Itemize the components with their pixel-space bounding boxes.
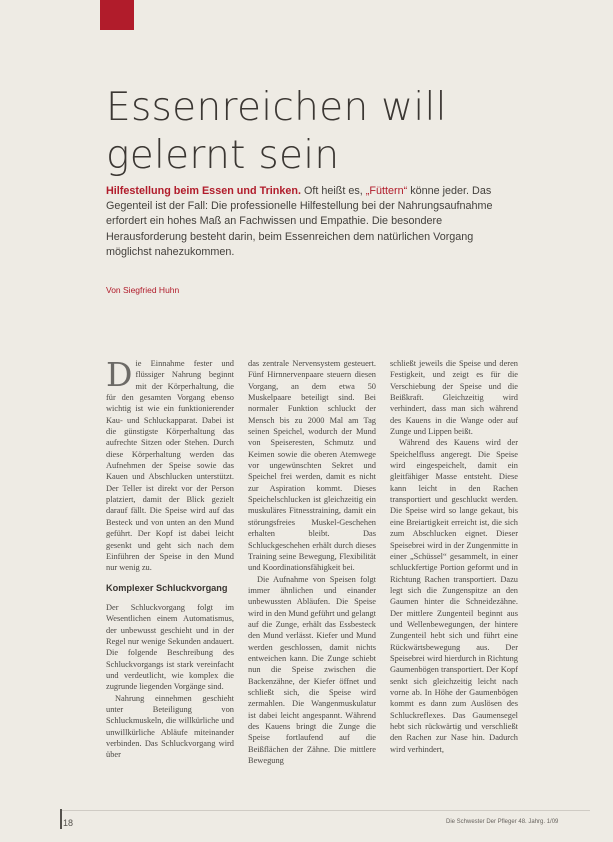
body-columns — [106, 358, 518, 798]
paragraph: das zentrale Nervensystem gesteuert. Fünf Hirnnervenpaare steuern diesen Vorgang, an dem etwa 50 Muskelpaare beteiligt sind. Bei normaler Funktion schluckt der Mensch bis zu 2000 Mal am Tag seinen Speichel, wodurch der Mund von Speiseresten, Schmutz und Keimen sowie die oberen Atemwege vor ungewünschten Sekret und Speichel frei werden, damit es nicht zur Aspiration kommt. Dieses Speichelschlucken ist gleichzeitig ein muskuläres Fitnesstraining, damit ein störungsfreies Muskel-Geschehen erhalten bleibt. Das Schluckgeschehen erhält durch dieses Training seine Bewegung, Flexibilität und Koordinationsfähigkeit bei. — [248, 359, 376, 573]
column-3 — [390, 358, 518, 798]
footer-divider — [60, 810, 590, 811]
article-lead — [106, 184, 516, 260]
paragraph: Während des Kauens wird der Speichelfluss angeregt. Die Speise wird eingespeichelt, damit ein gleitfähiger Masse entsteht. Diese kann leicht in den Rachen transportiert und geschluckt werden. Die Speise wird so lange gekaut, bis eine Breiartigkeit erreicht ist, die sich zum Abschlucken eignet. Dieser Speisebrei wird in der Zungenmitte in einer „Schüssel“ gesammelt, in einer schluckfertige Portion geformt und in Richtung Rachen transportiert. Dazu legt sich die Zungenspitze an den Gaumen hinter die Schneidezähne. Der mittlere Zungenteil beginnt aus und Wellenbewegungen, der hintere Zungenteil hebt sich und führt eine Rückwärtsbewegung aus. Der Speisebrei wird hierdurch in Richtung Gaumenbögen transportiert. Der Kopf senkt sich gleichzeitig leicht nach vorne ab. In Höhe der Gaumenbögen kommt es dann zum Auslösen des Schluckreflexes. Das Gaumensegel hebt sich rückwärtig und verschließt den Rachen zur Nase hin. Dadurch wird verhindert, — [390, 438, 518, 754]
page-number-marker — [60, 809, 62, 829]
section-subheading: Komplexer Schluckvorgang — [106, 582, 228, 593]
article-title: Essenreichen will gelernt sein — [106, 85, 447, 178]
byline: Von Siegfried Huhn — [106, 285, 180, 295]
lead-text-1: Oft heißt es, — [300, 185, 366, 197]
lead-highlight: Hilfestellung beim Essen und Trinken. — [106, 185, 301, 197]
paragraph: Die Aufnahme von Speisen folgt immer ähnlichen und einander unbewussten Abläufen. Die Speise wird in den Mund geführt und gelangt auf die Zunge, erhält das Essbesteck den Mund verlässt. Kiefer und Mund werden geschlossen, damit nichts entweichen kann. Die Zunge schiebt nun die Speise zwischen die Backenzähne, der Kiefer öffnet und schließt sich, die Speise wird zermahlen. Die Wangenmuskulatur ist dabei leicht angespannt. Während des Kauens bringt die Zunge die Speise fortlaufend auf die Beißflächen der Zähne. Die mittlere Bewegung — [248, 574, 376, 766]
paragraph: Der Schluckvorgang folgt im Wesentlichen einem Automatismus, der unbewusst geschieht und in der Regel nur wenige Sekunden andauert. Die folgende Beschreibung des Schluckvorgangs ist stark vereinfacht und verdeutlicht, wie komplex die zugrunde liegenden Vorgänge sind. — [106, 602, 234, 692]
lead-quote: „Füttern“ — [365, 185, 408, 197]
column-1 — [106, 358, 234, 798]
drop-cap: D — [106, 358, 133, 394]
page-number: 18 — [63, 818, 74, 828]
lead-text-2: könne jeder. Das Gegenteil ist der Fall: Die professionelle Hilfestellung bei der Nahrungsaufnahme erfordert ein hohes Maß an Fachwissen und Empathie. Die besondere Herausforderung besteht darin, beim Essenreichen dem natürlichen Vorgang möglichst nahezukommen. — [106, 185, 493, 258]
paragraph: schließt jeweils die Speise und deren Festigkeit, und zeigt es für die Verschiebung der Speise und die Beißkraft. Gleichzeitig wird verhindert, dass man sich während des Kauens in die Wange oder auf Zunge und Lippen beißt. — [390, 359, 518, 437]
paragraph-text: ie Einnahme fester und flüssiger Nahrung beginnt mit der Körperhaltung, die für den gesamten Vorgang ebenso wichtig ist wie ein funktionierender Kau- und Schluckapparat. Dabei ist die günstigste Körperhaltung das aufrechte Sitzen oder Stehen. Durch diese Körperhaltung werden das Aufnehmen der Speise sowie das Kauen und Abschlucken unterstützt. Der Teller ist direkt vor der Person platziert, damit der Blick gezielt darauf fällt. Die Speise wird auf das Besteck und von unten an den Mund geführt. Der Kopf ist dabei leicht gesenkt und geht sich nach dem Einführen der Speise in den Mund nur wenig zu. — [106, 359, 234, 573]
column-2 — [248, 358, 376, 798]
paragraph: Nahrung einnehmen geschieht unter Beteiligung von Schluckmuskeln, die willkürliche und unwillkürliche Abläufe miteinander verbinden. Das Schluckvorgang wird über — [106, 693, 234, 760]
paragraph — [106, 358, 234, 574]
red-corner-tab — [100, 0, 134, 30]
journal-footer: Die Schwester Der Pfleger 48. Jahrg. 1/09 — [446, 819, 559, 825]
